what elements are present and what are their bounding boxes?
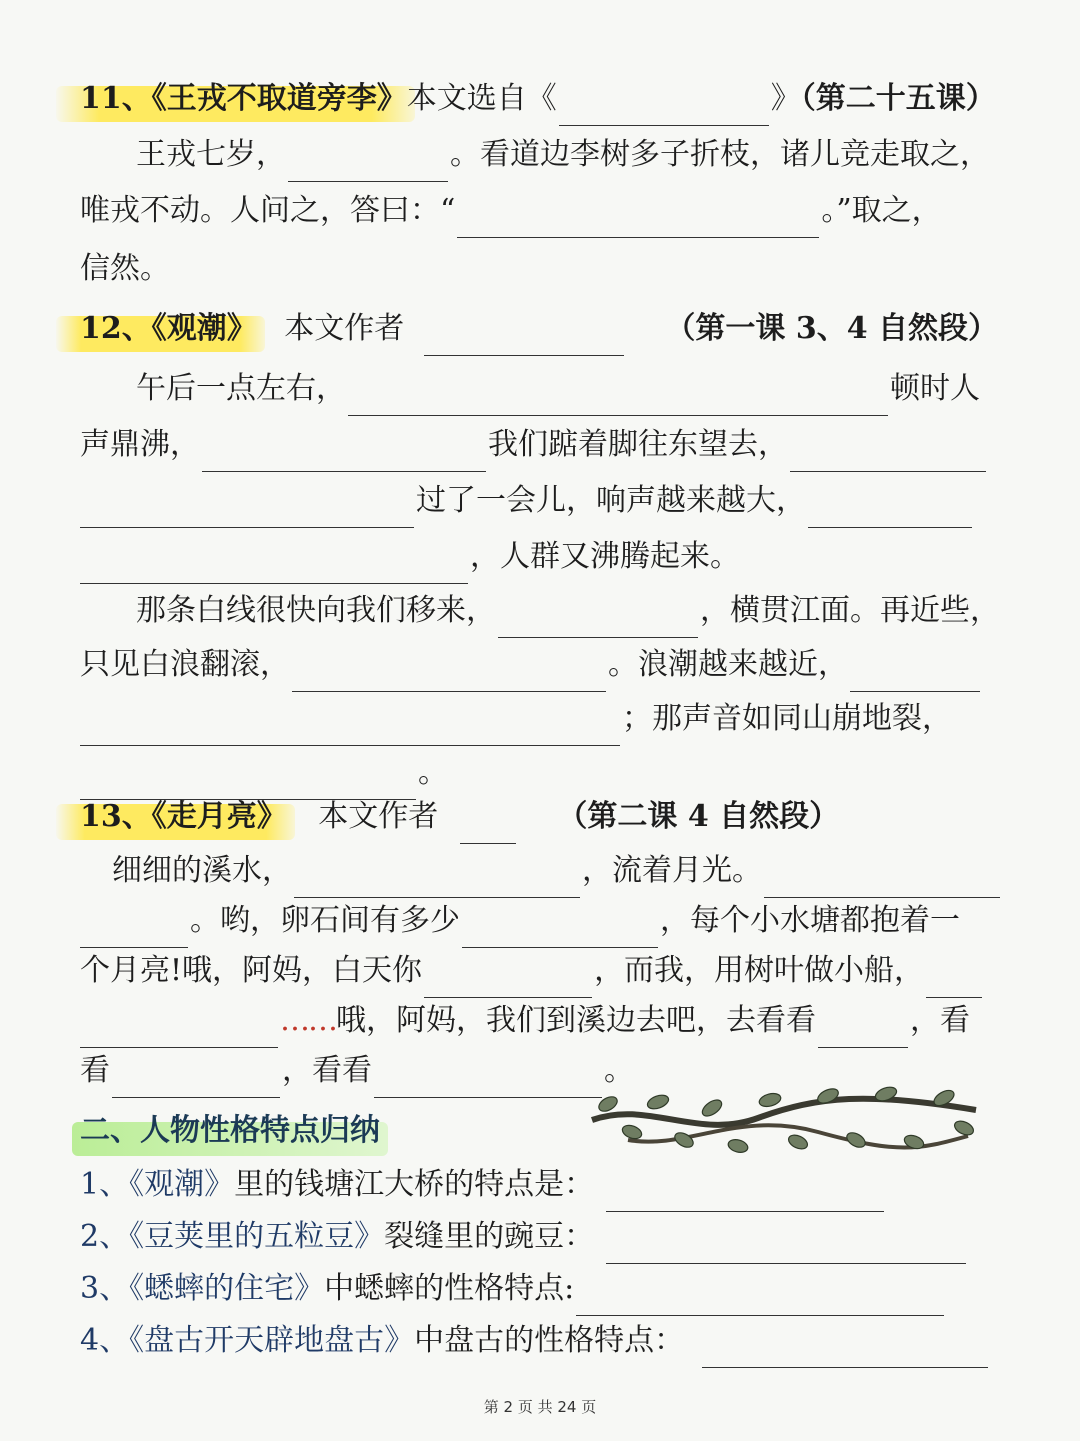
section2-item-1 xyxy=(80,1158,980,1212)
q11-text-2b: 。”取之， xyxy=(821,193,942,228)
q13-blank-8[interactable] xyxy=(818,1007,908,1048)
q13-number: 13、 xyxy=(80,799,152,834)
q13-text-5b: ，看看 xyxy=(282,1053,372,1088)
item-prompt: 中盘古的性格特点： xyxy=(414,1323,685,1358)
q13-text-5c: 。 xyxy=(604,1053,634,1088)
q13-text-4b: ，看 xyxy=(910,1003,970,1038)
q12-text-p1-1a: 午后一点左右， xyxy=(136,371,346,406)
q13-author-label: 本文作者 xyxy=(318,799,439,834)
q11-line-3 xyxy=(80,242,980,296)
q12-text-p1-1b: 顿时人 xyxy=(890,371,980,406)
q13-heading xyxy=(80,790,980,844)
q12-text-p1-4: ，人群又沸腾起来。 xyxy=(470,539,740,574)
item-number: 4、 xyxy=(80,1323,130,1358)
q11-text-3: 信然。 xyxy=(80,251,170,286)
item-prompt: 里的钱塘江大桥的特点是： xyxy=(234,1167,595,1202)
q11-blank-1[interactable] xyxy=(288,141,448,182)
q11-close-mark: 》 xyxy=(770,81,801,116)
q13-blank-1[interactable] xyxy=(294,857,580,898)
q13-ellipsis: …… xyxy=(280,1003,336,1038)
q12-p2-line-3 xyxy=(80,692,980,746)
q12-p2-line-1 xyxy=(136,584,1036,638)
q12-blank-7[interactable] xyxy=(498,597,698,638)
q12-p1-line-2 xyxy=(80,418,980,472)
q12-blank-2[interactable] xyxy=(202,431,486,472)
q12-blank-4[interactable] xyxy=(80,487,414,528)
q11-line-1 xyxy=(136,128,1036,182)
item-prompt: 裂缝里的豌豆： xyxy=(384,1219,595,1254)
q12-text-p2-1b: ，横贯江面。再近些， xyxy=(700,593,1000,628)
q12-text-p1-2b: 我们踮着脚往东望去， xyxy=(488,427,788,462)
q13-text-3b: ，而我，用树叶做小船， xyxy=(594,953,925,988)
q13-blank-3[interactable] xyxy=(80,907,188,948)
q11-text-2a: 唯戎不动。人问之，答曰：“ xyxy=(80,193,456,228)
q13-blank-10[interactable] xyxy=(374,1057,602,1098)
item-book-title: 《盘古开天辟地盘古》 xyxy=(129,1323,415,1358)
q12-blank-3[interactable] xyxy=(790,431,986,472)
q12-blank-10[interactable] xyxy=(80,705,620,746)
q11-blank-2[interactable] xyxy=(457,197,819,238)
item-book-title: 《观潮》 xyxy=(129,1167,235,1202)
q11-heading xyxy=(80,72,996,126)
q12-p2-line-2 xyxy=(80,638,980,692)
q12-text-p2-4: 。 xyxy=(418,755,448,790)
q13-text-5a: 看 xyxy=(80,1053,110,1088)
q12-text-p1-3: 过了一会儿，响声越来越大， xyxy=(416,483,806,518)
q13-blank-4[interactable] xyxy=(462,907,658,948)
section2-item-2 xyxy=(80,1210,980,1264)
q12-blank-8[interactable] xyxy=(292,651,606,692)
q12-blank-5[interactable] xyxy=(808,487,972,528)
q13-blank-2[interactable] xyxy=(764,857,1000,898)
item-2-blank[interactable] xyxy=(606,1223,966,1264)
q13-lesson: （第二课 4 自然段） xyxy=(557,799,840,834)
q12-heading xyxy=(80,302,999,356)
q13-blank-5[interactable] xyxy=(424,957,592,998)
q13-line-2 xyxy=(80,894,980,948)
q13-text-3a: 个月亮!哦，阿妈，白天你 xyxy=(80,953,423,988)
q13-line-3 xyxy=(80,944,980,998)
q13-title: 《走月亮》 xyxy=(151,799,287,834)
q13-blank-6[interactable] xyxy=(926,957,982,998)
q12-text-p1-2a: 声鼎沸， xyxy=(80,427,200,462)
q13-line-1 xyxy=(112,844,1012,898)
q13-text-1a: 细细的溪水， xyxy=(112,853,292,888)
page-footer: 第 2 页 共 24 页 xyxy=(483,1398,597,1416)
q12-text-p2-3: ；那声音如同山崩地裂， xyxy=(622,701,952,736)
q11-source-label: 本文选自《 xyxy=(406,81,557,116)
q13-blank-9[interactable] xyxy=(112,1057,280,1098)
q11-source-blank[interactable] xyxy=(559,85,769,126)
item-book-title: 《豆荚里的五粒豆》 xyxy=(129,1219,385,1254)
q12-blank-9[interactable] xyxy=(850,651,980,692)
item-3-blank[interactable] xyxy=(576,1275,944,1316)
q12-title: 《观潮》 xyxy=(151,311,257,346)
q12-blank-1[interactable] xyxy=(348,375,888,416)
q12-number: 12、 xyxy=(80,311,152,346)
section2-heading-line xyxy=(80,1104,980,1158)
item-number: 1、 xyxy=(80,1167,130,1202)
q12-title-highlight xyxy=(80,302,257,356)
q12-author-label: 本文作者 xyxy=(284,311,405,346)
item-4-blank[interactable] xyxy=(702,1327,988,1368)
q12-blank-6[interactable] xyxy=(80,543,468,584)
section2-item-3 xyxy=(80,1262,980,1316)
q12-p1-line-1 xyxy=(136,362,1036,416)
q13-blank-7[interactable] xyxy=(80,1007,278,1048)
q12-text-p2-2a: 只见白浪翻滚， xyxy=(80,647,290,682)
q13-line-4 xyxy=(80,994,980,1048)
q11-title-highlight xyxy=(80,72,407,126)
item-book-title: 《蟋蟀的住宅》 xyxy=(129,1271,325,1306)
q13-text-1b: ，流着月光。 xyxy=(582,853,762,888)
q12-lesson: （第一课 3、4 自然段） xyxy=(665,311,999,346)
q13-title-highlight xyxy=(80,790,287,844)
q13-text-2a: 。哟，卵石间有多少 xyxy=(190,903,460,938)
q11-line-2 xyxy=(80,184,980,238)
q11-text-1a: 王戎七岁， xyxy=(136,137,286,172)
section2-heading: 二、人物性格特点归纳 xyxy=(80,1104,380,1158)
q13-text-4a: 哦，阿妈，我们到溪边去吧，去看看 xyxy=(336,1003,816,1038)
q11-number: 11、 xyxy=(80,81,152,116)
item-number: 3、 xyxy=(80,1271,130,1306)
q12-p1-line-3 xyxy=(80,474,980,528)
q11-text-1b: 。看道边李树多子折枝，诸儿竞走取之， xyxy=(450,137,990,172)
q12-author-blank[interactable] xyxy=(424,315,624,356)
item-1-blank[interactable] xyxy=(606,1171,884,1212)
q13-text-2b: ，每个小水塘都抱着一 xyxy=(660,903,960,938)
q11-title: 《王戎不取道旁李》 xyxy=(151,81,407,116)
q12-p1-line-4 xyxy=(80,530,980,584)
item-prompt: 中蟋蟀的性格特点: xyxy=(324,1271,575,1306)
section2-item-4 xyxy=(80,1314,980,1368)
q12-text-p2-2b: 。浪潮越来越近， xyxy=(608,647,848,682)
q12-text-p2-1a: 那条白线很快向我们移来， xyxy=(136,593,496,628)
item-number: 2、 xyxy=(80,1219,130,1254)
q11-lesson: （第二十五课） xyxy=(800,81,996,116)
q13-author-blank[interactable] xyxy=(460,803,516,844)
